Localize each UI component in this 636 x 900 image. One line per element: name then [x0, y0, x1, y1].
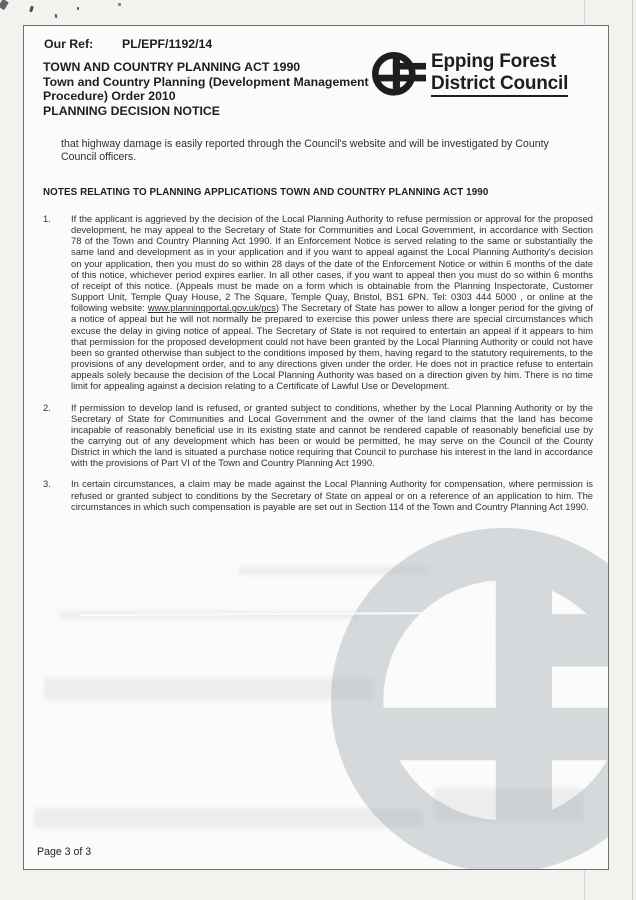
note-number: 2.	[43, 401, 51, 413]
bleed-through-smudge	[239, 566, 429, 575]
title-line: Town and Country Planning (Development Management	[43, 74, 369, 89]
council-name	[431, 51, 568, 97]
notes-list	[43, 213, 595, 522]
note-number: 1.	[43, 213, 51, 224]
planning-portal-url: www.planningportal.gov.uk/pcs	[147, 302, 276, 314]
notes-section-heading: NOTES RELATING TO PLANNING APPLICATIONS TOWN AND COUNTRY PLANNING ACT 1990	[43, 187, 489, 198]
note-number: 3.	[43, 478, 51, 490]
title-line: Procedure) Order 2010	[43, 89, 176, 104]
document-title	[43, 60, 373, 119]
page-number: Page 3 of 3	[37, 846, 92, 858]
council-name-line1: Epping Forest	[431, 51, 557, 72]
scan-speck	[118, 3, 121, 6]
intro-paragraph: that highway damage is easily reported through the Council's website and will be investigated by County Council officers.	[61, 138, 549, 163]
title-line: TOWN AND COUNTRY PLANNING ACT 1990	[43, 60, 301, 74]
title-line: PLANNING DECISION NOTICE	[43, 104, 220, 119]
efdc-logo-icon	[372, 52, 426, 96]
note-text: In certain circumstances, a claim may be made against the Local Planning Authority for compensation, where permission is refused or granted subject to conditions by the Secretary of State on appeal or on a reference of an application to him. The circumstances in which such compensation is payable are set out in Section 114 of the Town and Country Planning Act 1990.	[71, 478, 593, 512]
note-item-1	[43, 213, 595, 392]
scan-speck	[55, 14, 58, 18]
bleed-through-smudge	[34, 808, 424, 828]
council-logo	[372, 51, 568, 97]
scan-speck	[29, 6, 34, 13]
bleed-through-smudge	[44, 678, 374, 700]
note-item-3	[43, 478, 595, 511]
council-name-line2: District Council	[431, 73, 568, 98]
note-1-text-before-link: If the applicant is aggrieved by the decision of the Local Planning Authority to refuse permission or approval for the proposed development, he may appeal to the Secretary of State for Communities and Local Government, in accordance with Section 78 of the Town and Country Planning Act 1990. If an Enforcement Notice is served relating to the same or substantially the same land and development as in your application and if you want to appeal against the Local Planning Authority's decision on your application, then you must do so within 28 days of the date of the Enforcement Notice or within 6 months of the date of this notice, whichever period expires earlier. In all other cases, if you want to appeal then you must do so within 6 months of receipt of this notice. (Appeals must be made on a form which is obtainable from the Planning Inspectorate, Customer Support Unit, Temple Quay House, 2 The Square, Temple Quay, Bristol, BS1 6PN. Tel: 0303 444 5000 , or online at the following website:	[71, 213, 593, 314]
scan-speck	[0, 0, 9, 10]
bleed-through-smudge	[434, 788, 584, 822]
paper-edge-line	[632, 0, 633, 900]
note-text	[71, 213, 593, 392]
scan-speck	[77, 7, 79, 10]
document-page	[23, 25, 609, 870]
note-text: If permission to develop land is refused, or granted subject to conditions, whether by the Local Planning Authority or by the Secretary of State for Communities and Local Government and the owner of the land claims that the land has become incapable of reasonably beneficial use in its existing state and cannot be rendered capable of reasonably beneficial use by the carrying out of any development which has been or would be permitted, he may serve on the Council of the County District in which the land is situated a purchase notice requiring that Council to purchase his interest in the land in accordance with the provisions of Part VI of the Town and Country Planning Act 1990.	[71, 401, 593, 469]
note-item-2	[43, 402, 595, 469]
reference-line	[44, 37, 212, 51]
reference-number: PL/EPF/1192/14	[122, 37, 213, 51]
reference-label: Our Ref:	[44, 37, 94, 51]
note-1-text-after-link: ) The Secretary of State has power to allow a longer period for the giving of a notice of appeal but he will not normally be prepared to exercise this power unless there are special circumstances which excuse the delay in giving notice of appeal. The Secretary of State is not required to entertain an appeal if it appears to him that permission for the proposed development could not have been granted by the Local Planning Authority or could not have been so granted otherwise than subject to the conditions imposed by them, having regard to the statutory requirements, to the provisions of any development order, and to any directions given under the order. He does not in practice refuse to entertain appeals solely because the decision of the Local Planning Authority was based on a direction given by him. There is no time limit for appealing against a decision relating to a Certificate of Lawful Use or Development.	[71, 302, 593, 392]
